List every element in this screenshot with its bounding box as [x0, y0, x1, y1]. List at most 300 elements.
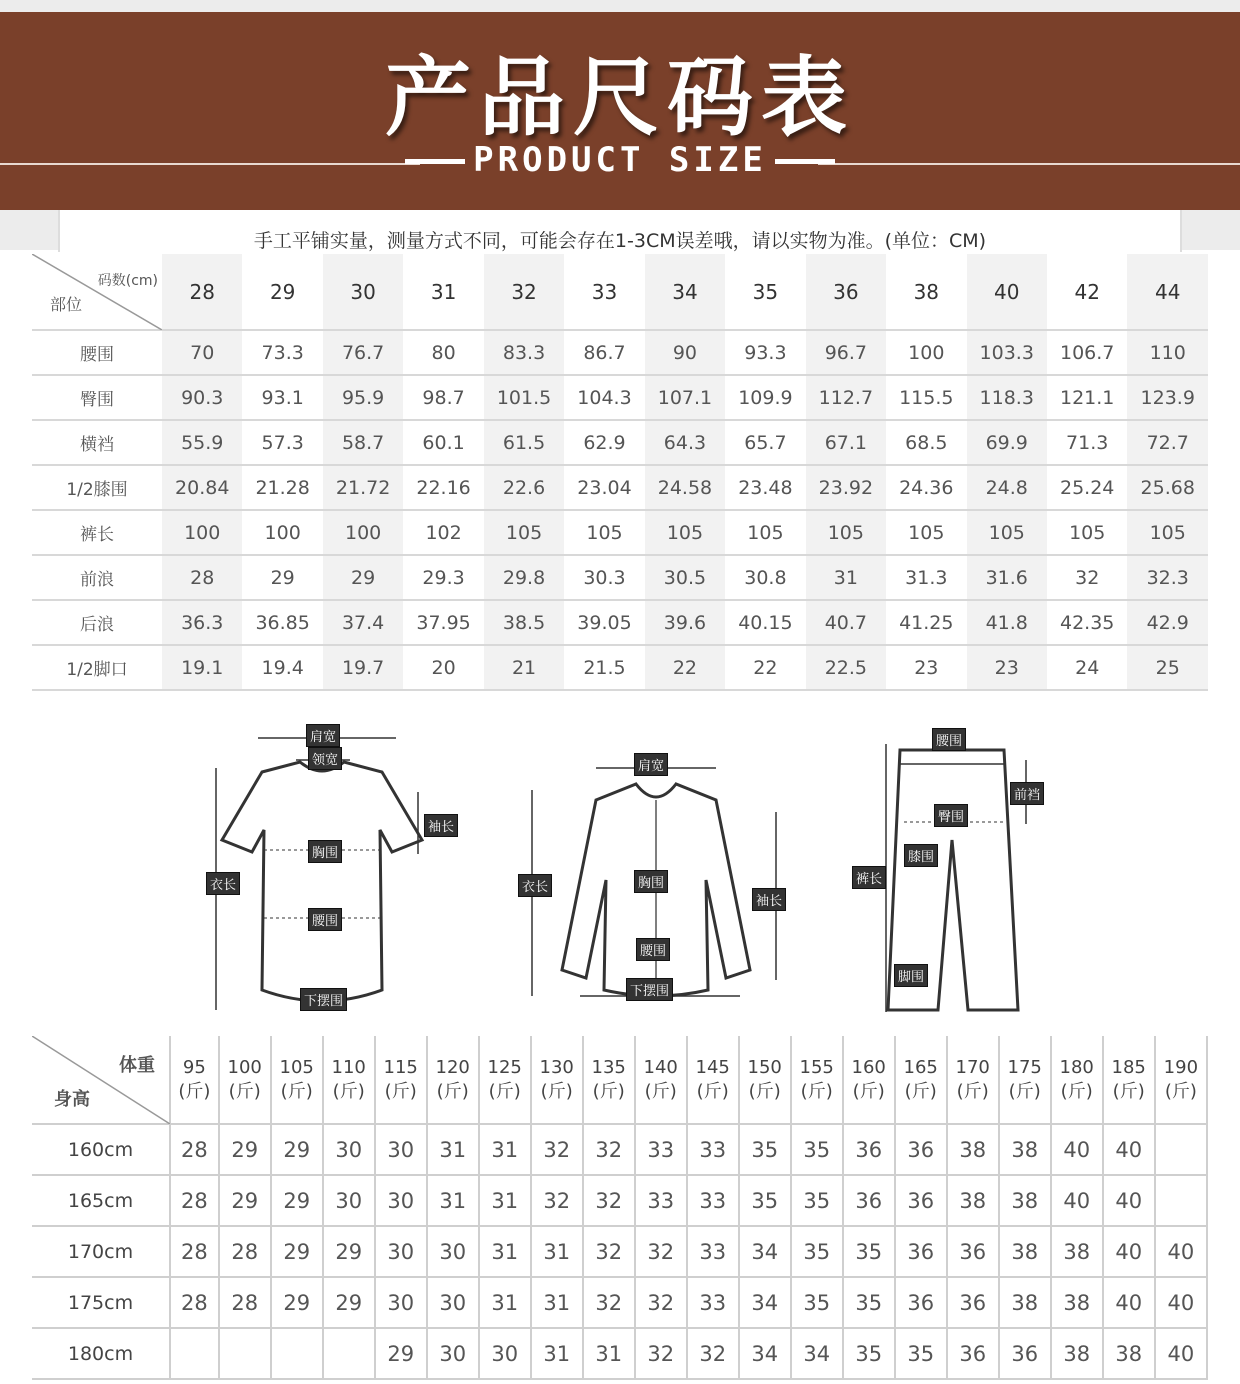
size-cell: 57.3	[242, 420, 322, 465]
size-header-cell: 33	[564, 254, 644, 330]
weight-size-cell: 40	[1103, 1226, 1155, 1277]
size-cell: 71.3	[1047, 420, 1127, 465]
size-cell: 95.9	[323, 375, 403, 420]
weight-unit: (斤)	[384, 1080, 417, 1102]
size-cell: 76.7	[323, 330, 403, 375]
size-table	[32, 254, 1208, 691]
tag-pants-waist: 腰围	[932, 728, 966, 751]
weight-value: 155	[799, 1056, 834, 1078]
size-cell: 65.7	[725, 420, 805, 465]
size-header-cell: 36	[806, 254, 886, 330]
weight-size-cell: 38	[947, 1124, 999, 1175]
size-header-cell: 34	[645, 254, 725, 330]
corner-part-label: 部位	[50, 295, 83, 314]
weight-header-cell	[323, 1036, 375, 1124]
weight-header-cell	[1103, 1036, 1155, 1124]
weight-size-cell: 32	[635, 1328, 687, 1379]
size-cell: 37.4	[323, 600, 403, 645]
size-cell: 39.6	[645, 600, 725, 645]
weight-value: 175	[1007, 1056, 1042, 1078]
weight-size-cell: 40	[1155, 1328, 1207, 1379]
size-header-cell: 28	[162, 254, 242, 330]
height-row-label: 175cm	[32, 1277, 170, 1328]
size-cell: 24.58	[645, 465, 725, 510]
weight-size-cell: 28	[219, 1226, 271, 1277]
weight-header-cell	[1051, 1036, 1103, 1124]
size-cell: 100	[323, 510, 403, 555]
size-cell: 70	[162, 330, 242, 375]
size-row-label: 横裆	[32, 420, 162, 465]
weight-header-cell	[687, 1036, 739, 1124]
size-row	[32, 375, 1208, 420]
weight-value: 120	[435, 1056, 470, 1078]
size-cell: 105	[886, 510, 966, 555]
size-cell: 21.72	[323, 465, 403, 510]
weight-size-cell: 33	[635, 1175, 687, 1226]
size-row-label: 臀围	[32, 375, 162, 420]
weight-unit: (斤)	[178, 1080, 211, 1102]
weight-value: 115	[383, 1056, 418, 1078]
weight-size-cell: 35	[739, 1124, 791, 1175]
weight-size-cell: 30	[427, 1226, 479, 1277]
tag-shirt-shoulder: 肩宽	[634, 753, 668, 776]
weight-size-cell: 28	[219, 1277, 271, 1328]
weight-size-cell: 38	[1051, 1328, 1103, 1379]
weight-value: 170	[955, 1056, 990, 1078]
dash-left	[405, 159, 465, 164]
weight-value: 185	[1111, 1056, 1146, 1078]
weight-value: 105	[279, 1056, 314, 1078]
size-cell: 40.15	[725, 600, 805, 645]
weight-size-cell: 38	[999, 1175, 1051, 1226]
size-cell: 19.4	[242, 645, 322, 690]
size-cell: 105	[1127, 510, 1208, 555]
weight-header-cell	[219, 1036, 271, 1124]
weight-value: 110	[331, 1056, 366, 1078]
size-cell: 102	[403, 510, 483, 555]
weight-header-cell	[427, 1036, 479, 1124]
size-cell: 123.9	[1127, 375, 1208, 420]
weight-size-cell: 35	[843, 1226, 895, 1277]
size-cell: 101.5	[484, 375, 564, 420]
size-cell: 22.16	[403, 465, 483, 510]
header-banner	[0, 0, 1240, 250]
size-cell: 121.1	[1047, 375, 1127, 420]
size-header-cell: 42	[1047, 254, 1127, 330]
weight-value: 100	[227, 1056, 262, 1078]
size-row-label: 后浪	[32, 600, 162, 645]
weight-size-cell	[219, 1328, 271, 1379]
size-cell: 41.8	[967, 600, 1047, 645]
weight-size-cell: 30	[479, 1328, 531, 1379]
height-row-label: 160cm	[32, 1124, 170, 1175]
size-cell: 38.5	[484, 600, 564, 645]
size-row-label: 裤长	[32, 510, 162, 555]
weight-row	[32, 1328, 1207, 1379]
weight-unit: (斤)	[644, 1080, 677, 1102]
corner-diagonal-2	[32, 1036, 170, 1124]
weight-unit: (斤)	[904, 1080, 937, 1102]
size-cell: 105	[806, 510, 886, 555]
weight-size-cell: 32	[531, 1124, 583, 1175]
size-cell: 104.3	[564, 375, 644, 420]
size-cell: 24.36	[886, 465, 966, 510]
size-row	[32, 465, 1208, 510]
weight-header-cell	[791, 1036, 843, 1124]
size-cell: 86.7	[564, 330, 644, 375]
size-header-cell: 40	[967, 254, 1047, 330]
weight-size-cell: 32	[531, 1175, 583, 1226]
weight-size-cell: 38	[999, 1124, 1051, 1175]
size-cell: 22.5	[806, 645, 886, 690]
size-row	[32, 330, 1208, 375]
weight-size-cell: 30	[323, 1175, 375, 1226]
weight-size-cell: 32	[583, 1277, 635, 1328]
size-row-label: 前浪	[32, 555, 162, 600]
corner-weight-label: 体重	[119, 1055, 155, 1076]
size-cell: 20	[403, 645, 483, 690]
tag-pants-knee: 膝围	[904, 844, 938, 867]
weight-size-cell: 31	[531, 1328, 583, 1379]
size-cell: 24	[1047, 645, 1127, 690]
size-cell: 19.1	[162, 645, 242, 690]
weight-size-cell: 33	[687, 1175, 739, 1226]
weight-size-cell: 35	[791, 1124, 843, 1175]
size-row-label: 腰围	[32, 330, 162, 375]
size-cell: 73.3	[242, 330, 322, 375]
weight-unit: (斤)	[852, 1080, 885, 1102]
corner-size-label: 码数(cm)	[97, 273, 158, 289]
size-cell: 39.05	[564, 600, 644, 645]
weight-size-cell: 34	[739, 1226, 791, 1277]
tag-tshirt-sleeve: 袖长	[424, 814, 458, 837]
weight-size-cell: 40	[1051, 1175, 1103, 1226]
size-cell: 31	[806, 555, 886, 600]
weight-header-cell	[635, 1036, 687, 1124]
size-row	[32, 645, 1208, 690]
size-cell: 22	[645, 645, 725, 690]
weight-size-cell: 35	[791, 1226, 843, 1277]
weight-value: 190	[1163, 1056, 1199, 1078]
weight-size-cell: 33	[687, 1124, 739, 1175]
size-cell: 23	[886, 645, 966, 690]
weight-unit: (斤)	[592, 1080, 625, 1102]
page-title: 产品尺码表	[385, 48, 855, 148]
weight-unit: (斤)	[1112, 1080, 1145, 1102]
weight-size-cell: 33	[687, 1226, 739, 1277]
weight-unit: (斤)	[228, 1080, 261, 1102]
weight-size-cell: 40	[1103, 1175, 1155, 1226]
size-cell: 105	[1047, 510, 1127, 555]
size-cell: 105	[484, 510, 564, 555]
size-cell: 60.1	[403, 420, 483, 465]
size-cell: 109.9	[725, 375, 805, 420]
weight-size-cell: 34	[739, 1328, 791, 1379]
weight-size-cell: 36	[947, 1226, 999, 1277]
weight-size-cell: 29	[271, 1124, 323, 1175]
weight-header-cell	[583, 1036, 635, 1124]
weight-header-cell	[947, 1036, 999, 1124]
weight-unit: (斤)	[436, 1080, 469, 1102]
size-cell: 25.68	[1127, 465, 1208, 510]
weight-size-cell: 30	[375, 1226, 427, 1277]
size-header-cell: 30	[323, 254, 403, 330]
weight-size-cell: 30	[427, 1328, 479, 1379]
weight-unit: (斤)	[1060, 1080, 1093, 1102]
weight-size-cell: 30	[323, 1124, 375, 1175]
weight-size-cell: 33	[687, 1277, 739, 1328]
weight-size-cell	[271, 1328, 323, 1379]
weight-size-cell: 35	[843, 1277, 895, 1328]
size-cell: 107.1	[645, 375, 725, 420]
weight-size-cell: 29	[375, 1328, 427, 1379]
weight-size-cell: 36	[843, 1124, 895, 1175]
weight-size-cell: 36	[947, 1328, 999, 1379]
weight-header-cell	[531, 1036, 583, 1124]
weight-size-cell: 38	[1051, 1226, 1103, 1277]
garment-diagrams	[0, 700, 1240, 1030]
size-cell: 72.7	[1127, 420, 1208, 465]
height-row-label: 180cm	[32, 1328, 170, 1379]
size-cell: 22.6	[484, 465, 564, 510]
weight-size-cell: 40	[1155, 1226, 1207, 1277]
size-cell: 93.3	[725, 330, 805, 375]
size-header-cell: 44	[1127, 254, 1208, 330]
size-cell: 24.8	[967, 465, 1047, 510]
size-cell: 41.25	[886, 600, 966, 645]
size-cell: 83.3	[484, 330, 564, 375]
weight-value: 95	[182, 1056, 206, 1078]
weight-height-table	[32, 1036, 1208, 1380]
weight-size-cell: 36	[895, 1175, 947, 1226]
weight-row	[32, 1175, 1207, 1226]
tag-shirt-sleeve: 袖长	[752, 888, 786, 911]
weight-size-cell: 36	[999, 1328, 1051, 1379]
measurement-note: 手工平铺实量，测量方式不同，可能会存在1-3CM误差哦，请以实物为准。(单位：CM)	[253, 230, 987, 252]
weight-value: 160	[851, 1056, 886, 1078]
size-cell: 105	[725, 510, 805, 555]
weight-header-cell	[843, 1036, 895, 1124]
weight-size-cell: 28	[170, 1124, 219, 1175]
size-cell: 42.35	[1047, 600, 1127, 645]
size-cell: 40.7	[806, 600, 886, 645]
weight-size-cell: 31	[479, 1277, 531, 1328]
weight-size-cell: 30	[375, 1124, 427, 1175]
weight-size-cell: 31	[427, 1124, 479, 1175]
size-cell: 105	[564, 510, 644, 555]
size-cell: 29	[323, 555, 403, 600]
weight-size-cell: 32	[687, 1328, 739, 1379]
size-cell: 105	[967, 510, 1047, 555]
weight-size-cell: 28	[170, 1226, 219, 1277]
weight-size-cell: 38	[947, 1175, 999, 1226]
weight-size-cell: 29	[271, 1277, 323, 1328]
size-cell: 55.9	[162, 420, 242, 465]
weight-size-cell: 40	[1103, 1277, 1155, 1328]
weight-header-cell	[895, 1036, 947, 1124]
weight-size-cell: 29	[323, 1226, 375, 1277]
weight-table-header	[32, 1036, 1207, 1124]
size-cell: 30.5	[645, 555, 725, 600]
size-cell: 31.6	[967, 555, 1047, 600]
size-header-cell: 32	[484, 254, 564, 330]
weight-header-cell	[375, 1036, 427, 1124]
weight-size-cell	[1155, 1175, 1207, 1226]
weight-unit: (斤)	[1008, 1080, 1041, 1102]
size-cell: 98.7	[403, 375, 483, 420]
size-cell: 19.7	[323, 645, 403, 690]
size-cell: 32.3	[1127, 555, 1208, 600]
weight-size-cell: 40	[1051, 1124, 1103, 1175]
weight-size-cell: 31	[531, 1226, 583, 1277]
size-cell: 93.1	[242, 375, 322, 420]
tag-tshirt-collar: 领宽	[308, 747, 342, 770]
tag-shirt-hem: 下摆围	[626, 978, 673, 1001]
weight-unit: (斤)	[488, 1080, 521, 1102]
size-cell: 61.5	[484, 420, 564, 465]
weight-header-cell	[739, 1036, 791, 1124]
size-cell: 29.8	[484, 555, 564, 600]
weight-size-cell: 38	[999, 1226, 1051, 1277]
size-cell: 29.3	[403, 555, 483, 600]
page-subtitle	[0, 140, 1240, 180]
weight-size-cell: 30	[427, 1277, 479, 1328]
tag-tshirt-shoulder: 肩宽	[306, 724, 340, 747]
weight-size-cell: 32	[635, 1277, 687, 1328]
weight-value: 140	[643, 1056, 678, 1078]
size-header-cell: 38	[886, 254, 966, 330]
size-cell: 112.7	[806, 375, 886, 420]
corner-height-label: 身高	[54, 1089, 90, 1110]
weight-value: 165	[903, 1056, 938, 1078]
size-cell: 30.3	[564, 555, 644, 600]
weight-size-cell: 31	[479, 1226, 531, 1277]
size-row	[32, 510, 1208, 555]
weight-header-cell	[1155, 1036, 1207, 1124]
weight-size-cell: 34	[739, 1277, 791, 1328]
weight-size-cell: 32	[583, 1175, 635, 1226]
size-cell: 25.24	[1047, 465, 1127, 510]
size-cell: 30.8	[725, 555, 805, 600]
weight-size-cell: 38	[1103, 1328, 1155, 1379]
weight-size-cell: 33	[635, 1124, 687, 1175]
size-cell: 22	[725, 645, 805, 690]
tag-tshirt-chest: 胸围	[308, 840, 342, 863]
weight-size-cell: 35	[895, 1328, 947, 1379]
size-cell: 62.9	[564, 420, 644, 465]
weight-value: 125	[487, 1056, 522, 1078]
weight-value: 150	[747, 1056, 782, 1078]
weight-value: 180	[1059, 1056, 1094, 1078]
weight-size-cell: 36	[895, 1124, 947, 1175]
weight-size-cell: 28	[170, 1175, 219, 1226]
weight-unit: (斤)	[956, 1080, 989, 1102]
weight-row	[32, 1226, 1207, 1277]
size-cell: 64.3	[645, 420, 725, 465]
weight-size-cell	[323, 1328, 375, 1379]
size-cell: 96.7	[806, 330, 886, 375]
tag-pants-leg-opening: 脚围	[894, 964, 928, 987]
tag-pants-length: 裤长	[852, 866, 886, 889]
size-cell: 67.1	[806, 420, 886, 465]
tag-tshirt-waist: 腰围	[308, 908, 342, 931]
weight-size-cell: 31	[583, 1328, 635, 1379]
weight-size-cell: 28	[170, 1277, 219, 1328]
size-cell: 118.3	[967, 375, 1047, 420]
weight-size-cell: 35	[791, 1175, 843, 1226]
size-cell: 100	[886, 330, 966, 375]
size-cell: 58.7	[323, 420, 403, 465]
weight-header-cell	[170, 1036, 219, 1124]
size-cell: 21.28	[242, 465, 322, 510]
subtitle-text: PRODUCT SIZE	[473, 140, 767, 180]
size-cell: 105	[645, 510, 725, 555]
height-row-label: 170cm	[32, 1226, 170, 1277]
weight-header-cell	[271, 1036, 323, 1124]
weight-size-cell: 36	[895, 1226, 947, 1277]
size-cell: 69.9	[967, 420, 1047, 465]
pants-diagram	[860, 730, 1060, 1020]
size-cell: 21.5	[564, 645, 644, 690]
size-cell: 23.04	[564, 465, 644, 510]
size-table-header	[32, 254, 1208, 330]
weight-unit: (斤)	[280, 1080, 313, 1102]
size-row	[32, 600, 1208, 645]
tag-tshirt-length: 衣长	[206, 872, 240, 895]
size-cell: 31.3	[886, 555, 966, 600]
weight-value: 135	[591, 1056, 626, 1078]
size-cell: 36.3	[162, 600, 242, 645]
weight-size-cell: 35	[739, 1175, 791, 1226]
weight-size-cell: 29	[219, 1124, 271, 1175]
size-cell: 21	[484, 645, 564, 690]
size-header-cell: 31	[403, 254, 483, 330]
size-cell: 100	[242, 510, 322, 555]
size-cell: 42.9	[1127, 600, 1208, 645]
weight-size-cell: 32	[635, 1226, 687, 1277]
weight-size-cell: 29	[271, 1226, 323, 1277]
size-cell: 103.3	[967, 330, 1047, 375]
size-header-cell: 35	[725, 254, 805, 330]
weight-value: 130	[539, 1056, 574, 1078]
weight-size-cell: 31	[479, 1175, 531, 1226]
weight-size-cell: 35	[843, 1328, 895, 1379]
weight-size-cell: 29	[219, 1175, 271, 1226]
weight-size-cell: 36	[843, 1175, 895, 1226]
size-cell: 37.95	[403, 600, 483, 645]
size-cell: 23.92	[806, 465, 886, 510]
tag-shirt-length: 衣长	[518, 874, 552, 897]
tag-shirt-waist: 腰围	[636, 938, 670, 961]
tag-pants-front-rise: 前裆	[1010, 782, 1044, 805]
size-cell: 106.7	[1047, 330, 1127, 375]
size-cell: 28	[162, 555, 242, 600]
height-row-label: 165cm	[32, 1175, 170, 1226]
size-cell: 90.3	[162, 375, 242, 420]
size-cell: 90	[645, 330, 725, 375]
size-cell: 68.5	[886, 420, 966, 465]
size-row-label: 1/2膝围	[32, 465, 162, 510]
tag-pants-hip: 臀围	[934, 804, 968, 827]
dash-right	[775, 159, 835, 164]
weight-size-cell: 35	[791, 1277, 843, 1328]
weight-size-cell: 40	[1103, 1124, 1155, 1175]
weight-size-cell	[170, 1328, 219, 1379]
weight-size-cell: 32	[583, 1124, 635, 1175]
size-row	[32, 555, 1208, 600]
size-cell: 100	[162, 510, 242, 555]
weight-size-cell: 30	[375, 1277, 427, 1328]
